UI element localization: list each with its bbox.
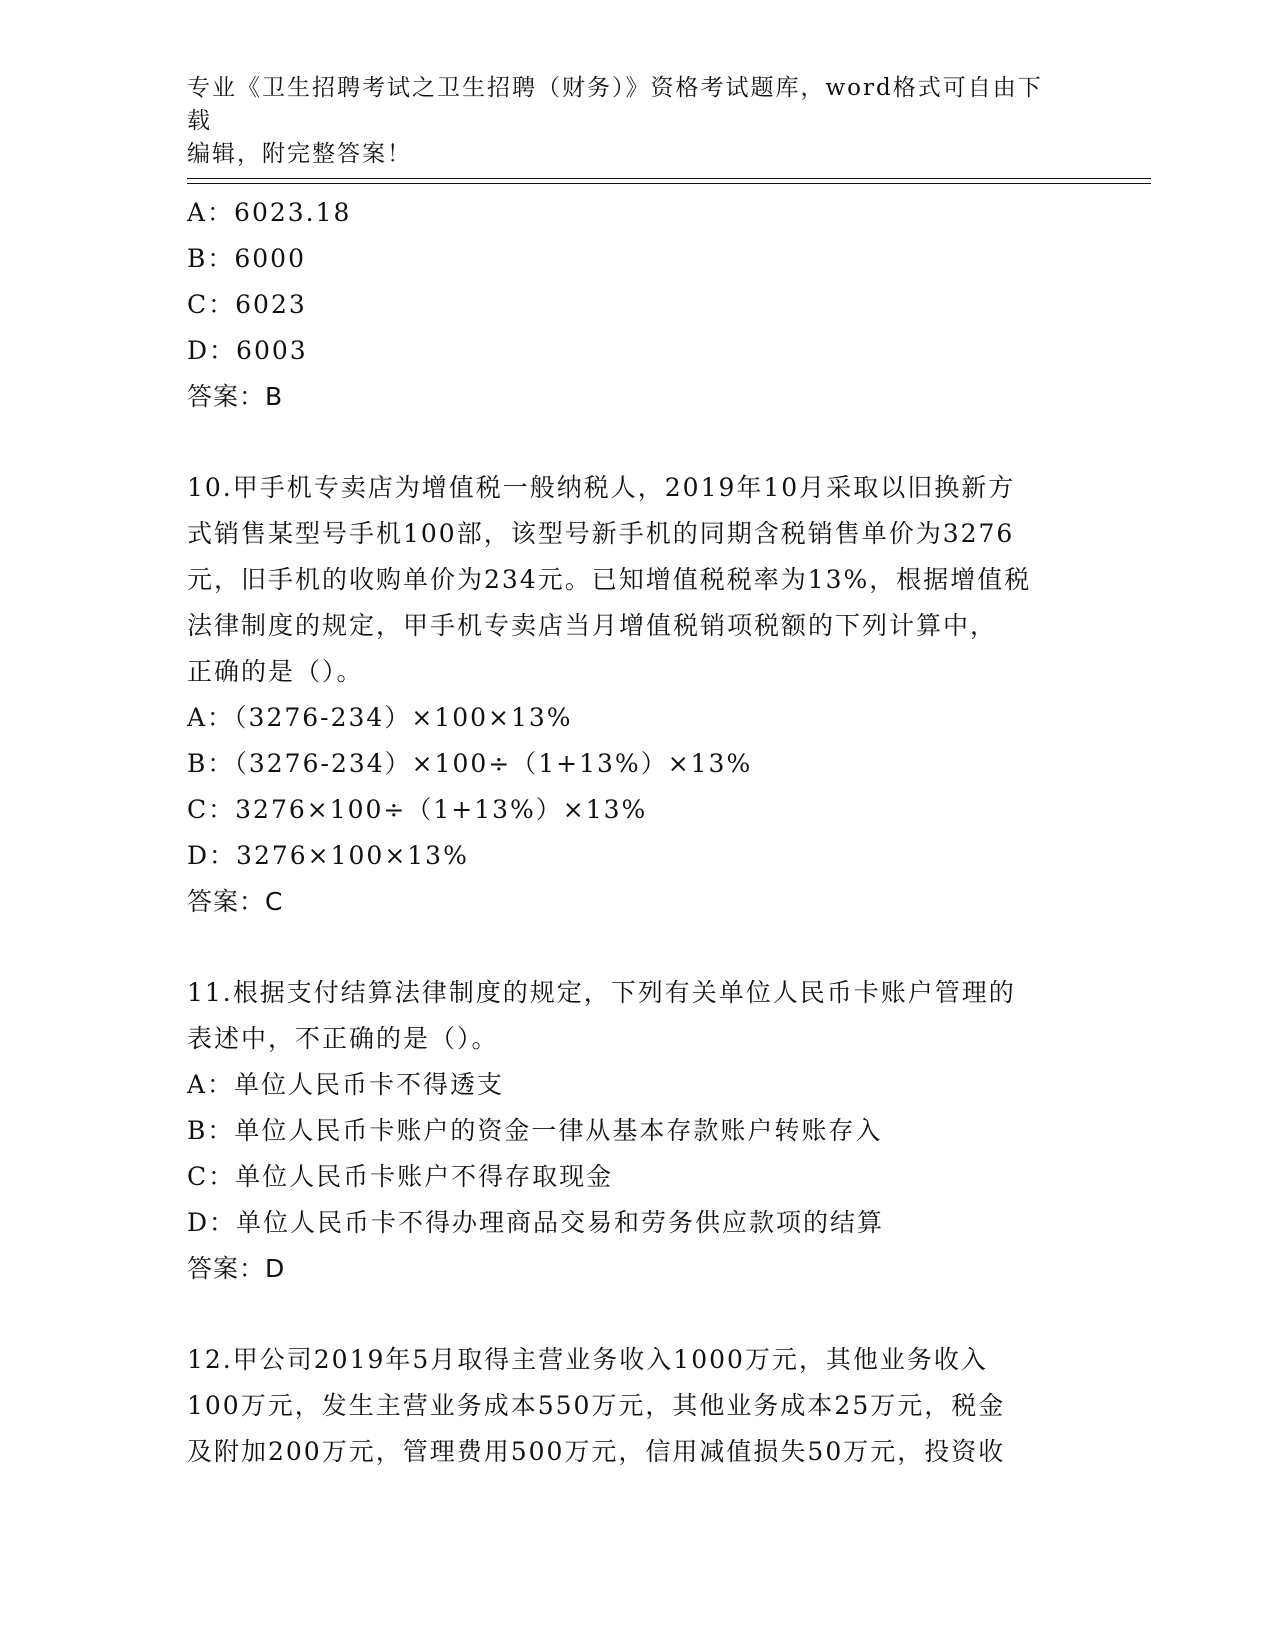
option-a: A：6023.18: [187, 198, 352, 227]
option-c: C：6023: [187, 290, 307, 319]
question-10-text-line: 式销售某型号手机100部，该型号新手机的同期含税销售单价为3276: [187, 519, 1015, 548]
option-c: C：单位人民币卡账户不得存取现金: [187, 1162, 614, 1191]
answer-9: 答案：B: [187, 382, 284, 411]
document-header: [187, 72, 1067, 171]
question-10-text-line: 元，旧手机的收购单价为234元。已知增值税税率为13%，根据增值税: [187, 565, 1032, 594]
option-c: C：3276×100÷（1+13%）×13%: [187, 795, 648, 824]
question-10-text-line: 法律制度的规定，甲手机专卖店当月增值税销项税额的下列计算中，: [187, 611, 998, 640]
question-12-text-line: 12.甲公司2019年5月取得主营业务收入1000万元，其他业务收入: [187, 1345, 988, 1374]
question-12-text-line: 100万元，发生主营业务成本550万元，其他业务成本25万元，税金: [187, 1391, 1006, 1420]
document-content: [187, 190, 1087, 1475]
question-12: [187, 1337, 1087, 1475]
option-d: D：6003: [187, 336, 308, 365]
option-a: A：单位人民币卡不得透支: [187, 1070, 505, 1099]
option-d: D：单位人民币卡不得办理商品交易和劳务供应款项的结算: [187, 1208, 885, 1237]
question-12-text-line: 及附加200万元，管理费用500万元，信用减值损失50万元，投资收: [187, 1437, 1006, 1466]
option-b: B：（3276-234）×100÷（1+13%）×13%: [187, 749, 753, 778]
option-d: D：3276×100×13%: [187, 841, 469, 870]
header-divider-top: [187, 178, 1151, 179]
header-line-2: 编辑，附完整答案！: [187, 141, 412, 167]
option-b: B：单位人民币卡账户的资金一律从基本存款账户转账存入: [187, 1116, 883, 1145]
option-a: A：（3276-234）×100×13%: [187, 703, 573, 732]
answer-11: 答案：D: [187, 1254, 286, 1283]
question-10-text-line: 正确的是（）。: [187, 657, 364, 686]
header-divider-bottom: [187, 183, 1151, 184]
question-10-text-line: 10.甲手机专卖店为增值税一般纳税人，2019年10月采取以旧换新方: [187, 473, 1016, 502]
question-11: [187, 970, 1087, 1292]
answer-10: 答案：C: [187, 887, 284, 916]
option-b: B：6000: [187, 244, 306, 273]
question-9-options: [187, 190, 1087, 420]
question-11-text-line: 11.根据支付结算法律制度的规定，下列有关单位人民币卡账户管理的: [187, 978, 1016, 1007]
question-11-text-line: 表述中，不正确的是（）。: [187, 1024, 499, 1053]
spacer: [187, 925, 1087, 970]
question-10: [187, 465, 1087, 925]
spacer: [187, 420, 1087, 465]
header-line-1: 专业《卫生招聘考试之卫生招聘（财务）》资格考试题库，word格式可自由下载: [187, 75, 1043, 134]
spacer: [187, 1292, 1087, 1337]
